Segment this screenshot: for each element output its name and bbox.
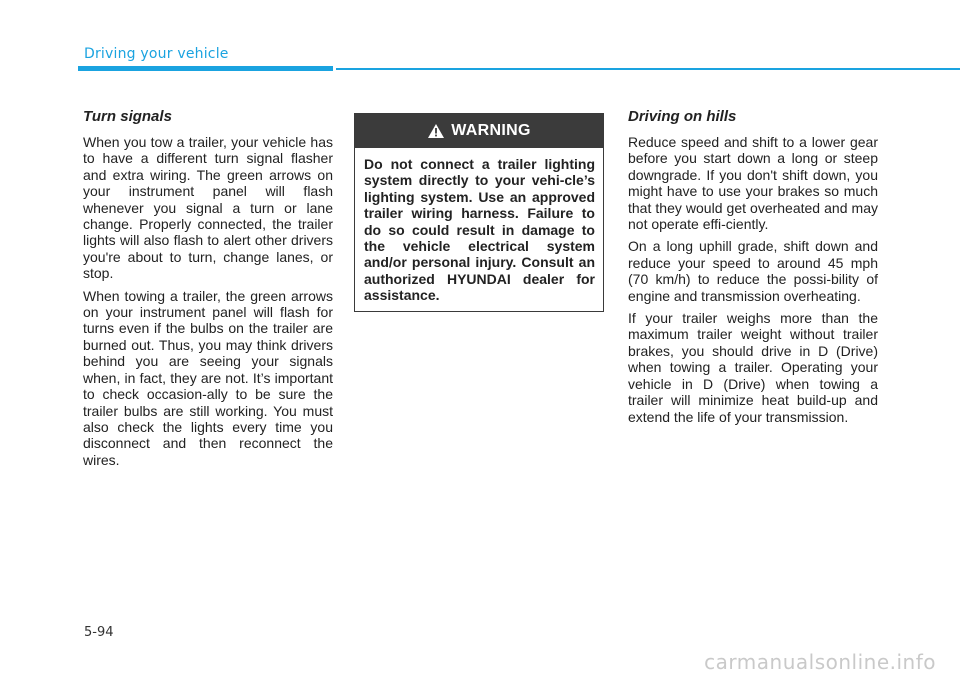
page-number: 5-94 bbox=[84, 625, 114, 640]
warning-box bbox=[354, 113, 604, 312]
header-rule-thick bbox=[78, 66, 333, 71]
watermark: carmanualsonline.info bbox=[704, 650, 936, 674]
turn-signals-paragraph-1: When you tow a trailer, your vehicle has to have a different turn signal flasher and extra wiring. The green arrows on your instrument panel will flash whenever you signal a turn or lane change. Properly connected, the trailer lights will also flash to alert other drivers you're about to turn, change lanes, or stop. bbox=[83, 134, 333, 282]
hills-paragraph-3: If your trailer weighs more than the maximum trailer weight without trailer brakes, you should drive in D (Drive) when towing a trailer. Operating your vehicle in D (Drive) when towing a trailer will minimize heat build-up and extend the life of your transmission. bbox=[628, 310, 878, 425]
warning-header bbox=[355, 114, 603, 148]
left-column bbox=[83, 108, 333, 474]
hills-paragraph-2: On a long uphill grade, shift down and reduce your speed to around 45 mph (70 km/h) to reduce the possi-bility of engine and transmission overheating. bbox=[628, 238, 878, 304]
warning-triangle-icon bbox=[427, 123, 445, 139]
warning-label: WARNING bbox=[451, 122, 531, 139]
driving-on-hills-heading: Driving on hills bbox=[628, 108, 737, 125]
right-column bbox=[628, 108, 878, 431]
header-rule-thin bbox=[336, 68, 960, 70]
section-title: Driving your vehicle bbox=[84, 46, 229, 62]
turn-signals-paragraph-2: When towing a trailer, the green arrows on your instrument panel will flash for turns even if the bulbs on the trailer are burned out. Thus, you may think drivers behind you are seeing your signals when, in fact, they are not. It’s important to check occasion-ally to be sure the trailer bulbs are still working. You must also check the lights every time you disconnect and then reconnect the wires. bbox=[83, 287, 333, 468]
turn-signals-heading: Turn signals bbox=[83, 108, 172, 125]
warning-text: Do not connect a trailer lighting system directly to your vehi-cle’s lighting system. Use an approved trailer wiring harness. Failure to do so could result in damage to the vehicle electrical system and/or personal injury. Consult an authorized HYUNDAI dealer for assistance. bbox=[364, 156, 595, 304]
hills-paragraph-1: Reduce speed and shift to a lower gear before you start down a long or steep downgrade. If you don't shift down, you might have to use your brakes so much that they would get overheated and may not operate effi-ciently. bbox=[628, 134, 878, 233]
